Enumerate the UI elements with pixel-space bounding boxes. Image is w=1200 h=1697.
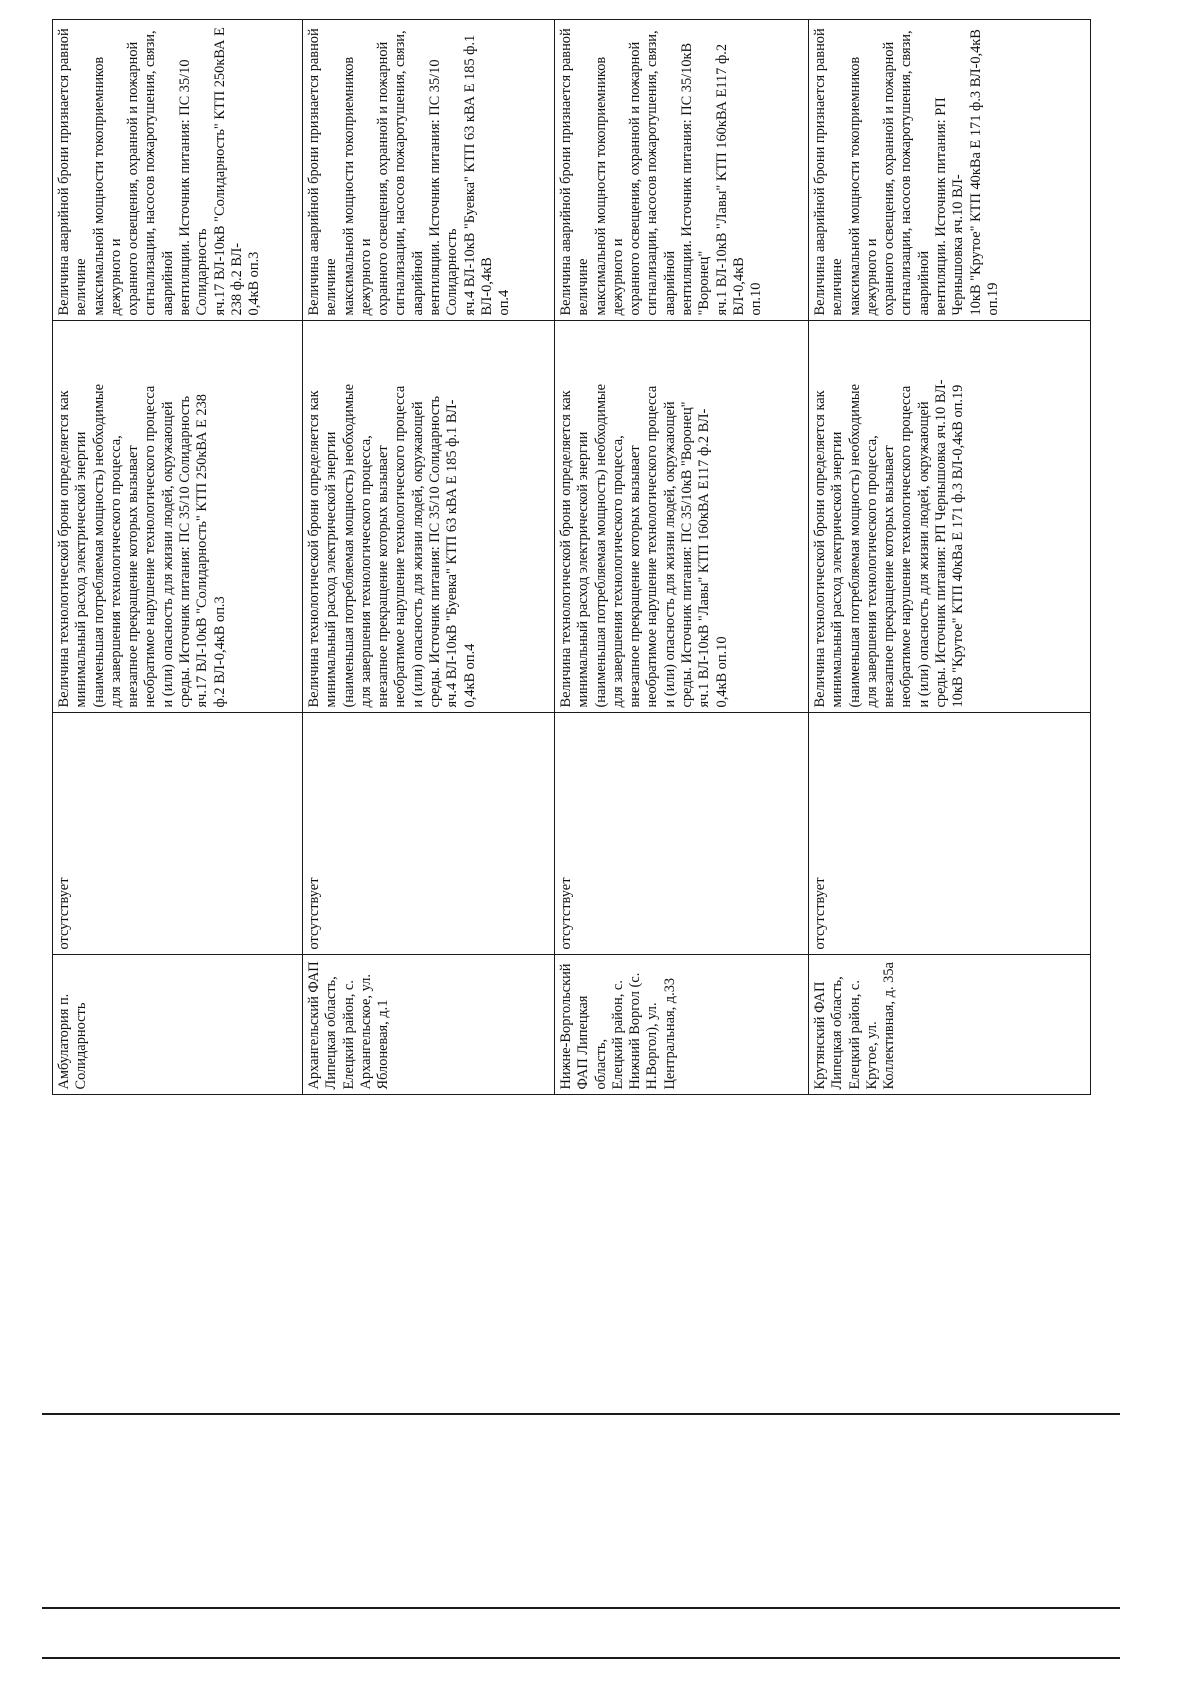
facility-name-cell: Амбулатория п. Солидарность [53, 955, 303, 1095]
blank-cell [303, 1095, 555, 1680]
emergency-reserve-cell: Величина аварийной брони признается равной величине максимальной мощности токоприемников дежурного и охранного освещения, охранной и пожарной сигнализации, насосов пожаротушения, связи, аварийной вентиляции. Источник питания: ПС 35/10 Солидарность яч.4 ВЛ-10кВ "Буевка" КТП 63 кВА Е 185 ф.1 ВЛ-0,4кВ оп.4 [303, 20, 555, 321]
blank-cell [53, 1095, 303, 1680]
table-row [555, 20, 809, 1680]
emergency-reserve-cell: Величина аварийной брони признается равной величине максимальной мощности токоприемников дежурного и охранного освещения, охранной и пожарной сигнализации, насосов пожаротушения, связи, аварийной вентиляции. Источник питания: ПС 35/10кВ "Воронец" яч.1 ВЛ-10кВ "Лавы" КТП 160кВА Е117 ф.2 ВЛ-0,4кВ оп.10 [555, 20, 809, 321]
table-row [303, 20, 555, 1680]
facility-name-cell: Нижне-Воргольский ФАП Липецкая область, Елецкий район, с. Нижний Воргол (с. Н.Воргол), ул. Центральная, д.33 [555, 955, 809, 1095]
technological-reserve-cell: Величина технологической брони определяется как минимальный расход электрической энергии (наименьшая потребляемая мощность) необходимые для завершения технологического процесса, внезапное прекращение которых вызывает необратимое нарушение технологического процесса и (или) опасность для жизни людей, окружающей среды. Источник питания: ПС 35/10кВ "Воронец" яч.1 ВЛ-10кВ "Лавы" КТП 160кВА Е117 ф.2 ВЛ- 0,4кВ оп.10 [555, 321, 809, 713]
rotated-document-page [22, 20, 1082, 1680]
table-row [53, 20, 303, 1680]
blank-cell [809, 1095, 1091, 1680]
second-column-cell: отсутствует [303, 713, 555, 955]
facility-name-cell: Архангельский ФАП Липецкая область, Елецкий район, с. Архангельское, ул. Яблоневая, д.1 [303, 955, 555, 1095]
reservation-table [52, 20, 1091, 1681]
horizontal-rule [42, 1657, 1120, 1659]
second-column-cell: отсутствует [53, 713, 303, 955]
horizontal-rule [42, 1607, 1120, 1609]
second-column-cell: отсутствует [555, 713, 809, 955]
facility-name-cell: Крутянский ФАП Липецкая область, Елецкий район, с. Крутое, ул. Коллективная, д. 35а [809, 955, 1091, 1095]
table-row [809, 20, 1091, 1680]
technological-reserve-cell: Величина технологической брони определяется как минимальный расход электрической энергии (наименьшая потребляемая мощность) необходимые для завершения технологического процесса, внезапное прекращение которых вызывает необратимое нарушение технологического процесса и (или) опасность для жизни людей, окружающей среды. Источник питания: ПС 35/10 Солидарность яч.4 ВЛ-10кВ "Буевка" КТП 63 кВА Е 185 ф.1 ВЛ- 0,4кВ оп.4 [303, 321, 555, 713]
technological-reserve-cell: Величина технологической брони определяется как минимальный расход электрической энергии (наименьшая потребляемая мощность) необходимые для завершения технологического процесса, внезапное прекращение которых вызывает необратимое нарушение технологического процесса и (или) опасность для жизни людей, окружающей среды. Источник питания: ПС 35/10 Солидарность яч.17 ВЛ-10кВ "Солидарность" КТП 250кВА Е 238 ф.2 ВЛ-0,4кВ оп.3 [53, 321, 303, 713]
blank-cell [555, 1095, 809, 1680]
emergency-reserve-cell: Величина аварийной брони признается равной величине максимальной мощности токоприемников дежурного и охранного освещения, охранной и пожарной сигнализации, насосов пожаротушения, связи, аварийной вентиляции. Источник питания: ПС 35/10 Солидарность яч.17 ВЛ-10кВ "Солидарность" КТП 250кВА Е 238 ф.2 ВЛ- 0,4кВ оп.3 [53, 20, 303, 321]
horizontal-rule [42, 1413, 1120, 1415]
second-column-cell: отсутствует [809, 713, 1091, 955]
technological-reserve-cell: Величина технологической брони определяется как минимальный расход электрической энергии (наименьшая потребляемая мощность) необходимые для завершения технологического процесса, внезапное прекращение которых вызывает необратимое нарушение технологического процесса и (или) опасность для жизни людей, окружающей среды. Источник питания: РП Чернышовка яч.10 ВЛ- 10кВ "Крутое" КТП 40кВа Е 171 ф.3 ВЛ-0,4кВ оп.19 [809, 321, 1091, 713]
emergency-reserve-cell: Величина аварийной брони признается равной величине максимальной мощности токоприемников дежурного и охранного освещения, охранной и пожарной сигнализации, насосов пожаротушения, связи, аварийной вентиляции. Источник питания: РП Чернышовка яч.10 ВЛ- 10кВ "Крутое" КТП 40кВа Е 171 ф.3 ВЛ-0,4кВ оп.19 [809, 20, 1091, 321]
